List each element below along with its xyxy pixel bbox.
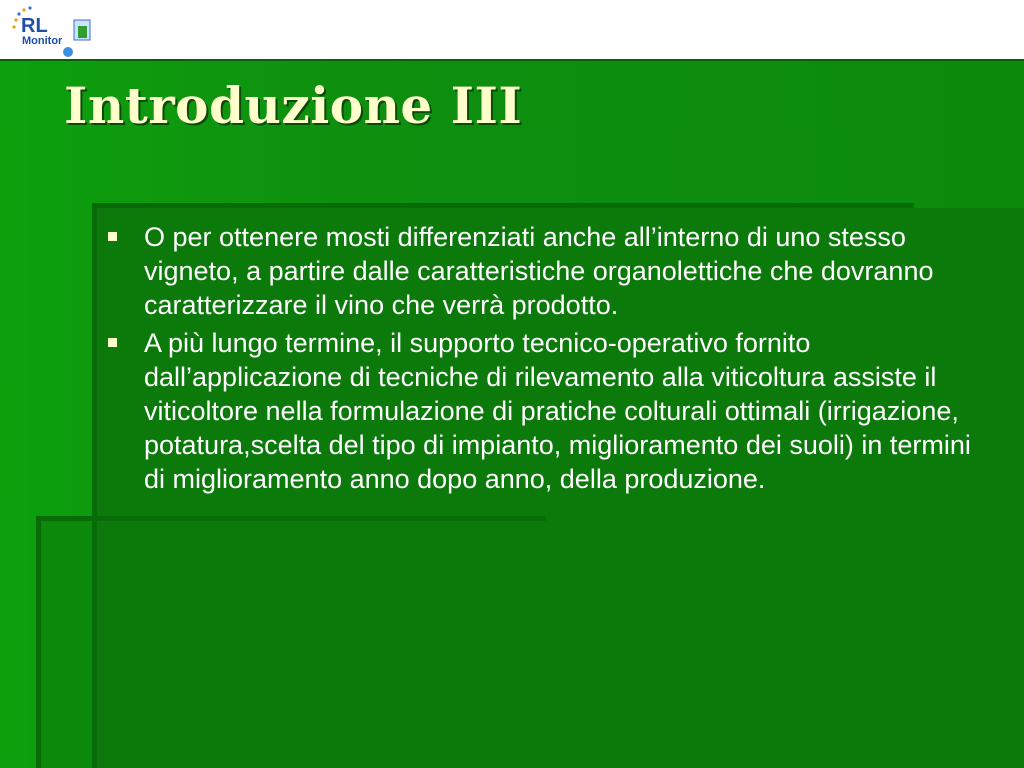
logo-text-top: RL — [21, 15, 48, 37]
logo-text-bottom: Monitor — [22, 35, 63, 47]
bullet-list — [104, 220, 974, 500]
frame-line — [36, 516, 41, 768]
square-bullet-icon — [108, 338, 117, 347]
rl-monitor-logo — [8, 2, 98, 58]
square-bullet-icon — [108, 232, 117, 241]
frame-line — [36, 516, 546, 521]
bullet-item — [104, 326, 974, 496]
bullet-text: A più lungo termine, il supporto tecnico-operativo fornito dall’applicazione di tecniche di rilevamento alla viticoltura assiste il viticoltore nella formulazione di pratiche colturali ottimali (irrigazione, potatura,scelta del tipo di impianto, miglioramento dei suoli) in termini di miglioramento anno dopo anno, della produzione. — [144, 328, 971, 494]
bullet-text: O per ottenere mosti differenziati anche all’interno di uno stesso vigneto, a partire dalle caratteristiche organolettiche che dovranno caratterizzare il vino che verrà prodotto. — [144, 222, 934, 320]
frame-line — [92, 203, 97, 768]
bullet-item — [104, 220, 974, 322]
decorative-panel — [41, 521, 97, 768]
slide-title: Introduzione III — [64, 76, 523, 135]
frame-line — [92, 203, 914, 208]
header-bar — [0, 0, 1024, 61]
